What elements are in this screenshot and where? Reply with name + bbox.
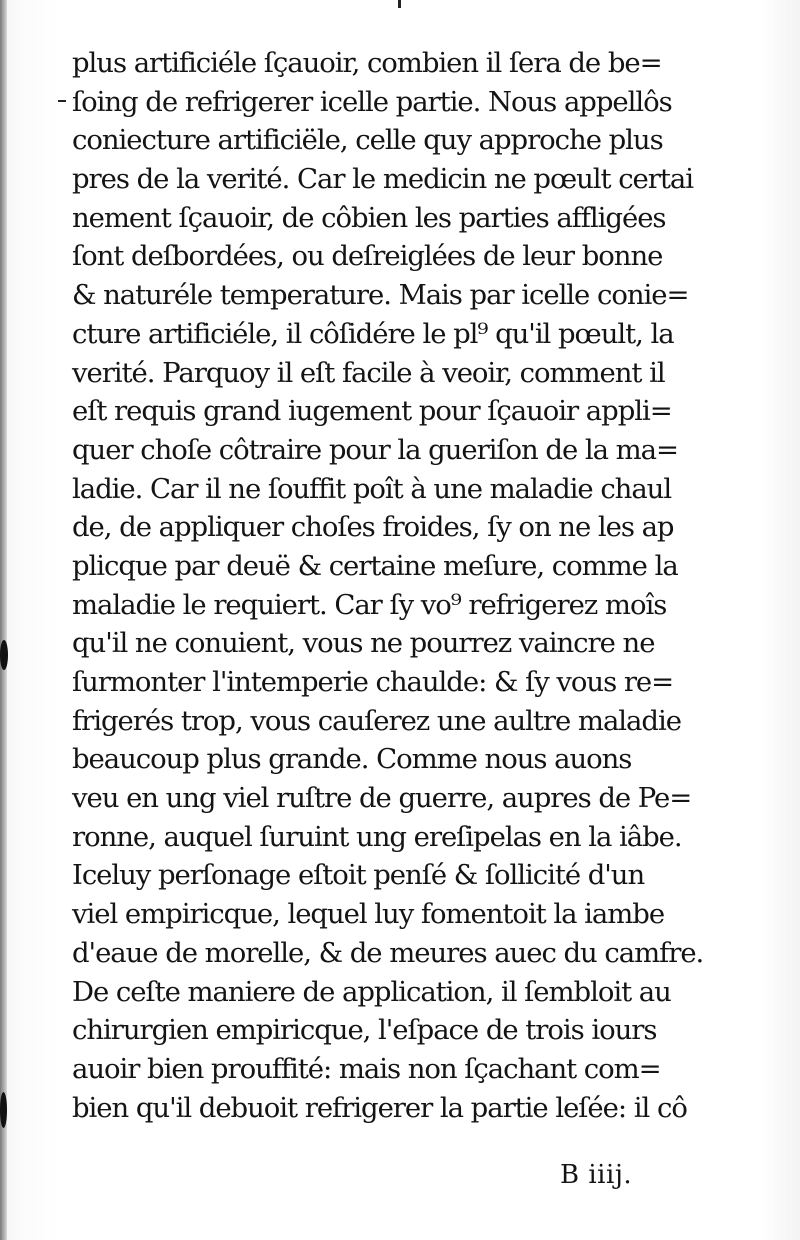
text-line: viel empiricque, lequel luy fomentoit la iambe xyxy=(72,898,665,931)
text-line: Iceluy perſonage eſtoit penſé & ſollicité d'un xyxy=(72,859,645,892)
text-line: pres de la verité. Car le medicin ne pœult certai xyxy=(72,163,693,196)
text-line: verité. Parquoy il eſt facile à veoir, comment il xyxy=(72,356,665,389)
text-line: ladie. Car il ne ſouffit poît à une maladie chaul xyxy=(72,472,672,505)
text-line: ſont deſbordées, ou deſreiglées de leur bonne xyxy=(72,240,663,273)
text-line: ſurmonter l'intemperie chaulde: & ſy vous re= xyxy=(72,666,674,698)
text-line: chirurgien empiricque, l'eſpace de trois iours xyxy=(72,1014,657,1047)
gathering-signature: B iiij. xyxy=(560,1160,633,1190)
text-line: bien qu'il debuoit refrigerer la partie leſée: il cô xyxy=(72,1091,687,1124)
text-line: & naturéle temperature. Mais par icelle conie= xyxy=(72,279,689,312)
text-line: frigerés trop, vous cauſerez une aultre maladie xyxy=(72,704,681,737)
text-line: de, de appliquer choſes froides, ſy on ne les ap xyxy=(72,511,674,544)
margin-ink-blot xyxy=(0,640,8,670)
margin-dash-mark xyxy=(58,100,66,102)
text-line: d'eaue de morelle, & de meures auec du camfre. xyxy=(72,936,704,969)
text-line: veu en ung viel ruſtre de guerre, aupres de Pe= xyxy=(72,782,692,815)
text-line: auoir bien prouffité: mais non ſçachant com= xyxy=(72,1052,661,1085)
text-line: maladie le requiert. Car ſy vo⁹ refrigerez moîs xyxy=(72,588,667,621)
text-line: De ceſte maniere de application, il ſembloit au xyxy=(72,975,671,1008)
text-line: beaucoup plus grande. Comme nous auons xyxy=(72,743,632,776)
page-gutter-shadow xyxy=(0,0,7,1240)
text-line: eſt requis grand iugement pour ſçauoir appli= xyxy=(72,395,672,428)
text-line: plus artificiéle ſçauoir, combien il ſera de be= xyxy=(72,47,662,79)
text-line: cture artificiéle, il côſidére le pl⁹ qu'il pœult, la xyxy=(72,317,674,350)
text-line: nement ſçauoir, de côbien les parties affligées xyxy=(72,201,666,234)
text-line: coniecture artificiële, celle quy approche plus xyxy=(72,124,663,157)
text-line: ſoing de refrigerer icelle partie. Nous appellôs xyxy=(72,85,672,118)
text-line: plicque par deuë & certaine meſure, comme la xyxy=(72,549,678,582)
margin-ink-blot xyxy=(0,1092,7,1128)
text-block xyxy=(72,44,792,1127)
text-line: ronne, auquel ſuruint ung ereſipelas en la iâbe. xyxy=(72,820,682,853)
text-line: quer choſe côtraire pour la gueriſon de la ma= xyxy=(72,433,679,466)
top-ink-mark xyxy=(398,0,401,8)
text-line: qu'il ne conuient, vous ne pourrez vaincre ne xyxy=(72,627,655,660)
